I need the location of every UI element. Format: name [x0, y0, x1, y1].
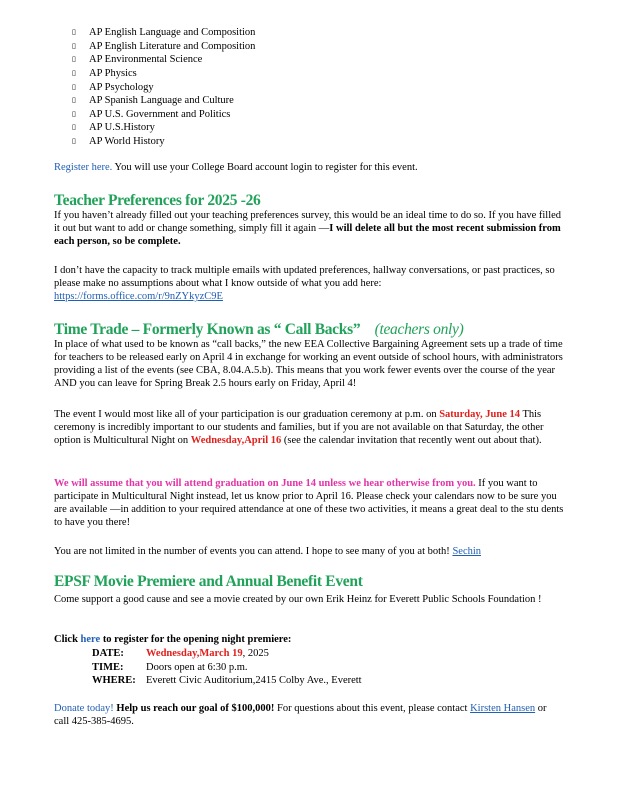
bullet-icon: ▯	[72, 28, 76, 37]
bullet-icon: ▯	[72, 123, 76, 132]
epsf-heading: EPSF Movie Premiere and Annual Benefit Event	[54, 573, 363, 590]
bullet-icon: ▯	[72, 69, 76, 78]
premiere-register-link[interactable]: here	[80, 634, 101, 645]
list-item: ▯ AP World History	[72, 136, 165, 148]
preferences-form-link[interactable]: https://forms.office.com/r/9nZYkyzC9E	[54, 291, 223, 302]
donate-paragraph: Donate today! Help us reach our goal of $100,000! For questions about this event, please contact Kirsten Hansen or call 425-385-4695.	[54, 703, 547, 727]
graduation-paragraph: The event I would most like all of your participation is our graduation ceremony at p.m. on Saturday, June 14 This ceremony is incredibly important to our students and families, but if you are not available on that Saturday, the other option is Multicultural Night on Wednesday,April 16 (see the calendar invitation that recently went out about that).	[54, 409, 544, 446]
list-item: ▯ AP Physics	[72, 68, 137, 80]
register-line: Register here. You will use your College Board account login to register for this event.	[54, 162, 418, 173]
event-time-row: TIME: Doors open at 6:30 p.m.	[92, 661, 248, 673]
attendance-paragraph: We will assume that you will attend graduation on June 14 unless we hear otherwise from you. If you want to participate in Multicultural Night instead, let us know prior to April 16. Please check your calendars now to be sure you are available —in addition to your required attendance at one of these two activities, it means a great deal to the stu dents to have you there!	[54, 478, 564, 528]
events-line: You are not limited in the number of events you can attend. I hope to see many of you at both! Sechin	[54, 546, 482, 557]
teacher-preferences-note: I don’t have the capacity to track multiple emails with updated preferences, hallway conversations, or past practices, so please make no assumptions about what I know outside of what you add here: https://forms.office.com/r/9nZYkyzC9E	[54, 265, 555, 302]
bullet-icon: ▯	[72, 137, 76, 146]
teacher-preferences-heading: Teacher Preferences for 2025 -26	[54, 192, 261, 209]
register-premiere-line: Click here to register for the opening night premiere:	[54, 634, 292, 645]
event-details	[92, 647, 362, 688]
bullet-icon: ▯	[72, 82, 76, 91]
time-trade-paragraph: In place of what used to be known as “call backs,” the new EEA Collective Bargaining Agreement sets up a trade of time for teachers to be released early on April 4 in exchange for working an event outside of school hours, with administrators providing a list of the events (see CBA, 8.04.A.5.b). This means that you work fewer events over the course of the year AND you can leave for Spring Break 2.5 hours early on Friday, April 4!	[54, 339, 563, 389]
kirsten-hansen-link[interactable]: Kirsten Hansen	[470, 703, 536, 714]
attendance-assumption: We will assume that you will attend graduation on June 14 unless we hear otherwise from you.	[54, 478, 476, 489]
list-item: ▯ AP English Language and Composition	[72, 27, 256, 39]
register-here-link[interactable]: Register here.	[54, 162, 113, 173]
ap-course-list	[72, 26, 255, 148]
bullet-icon: ▯	[72, 41, 76, 50]
donate-link[interactable]: Donate today!	[54, 703, 114, 714]
list-item: ▯ AP U.S.History	[72, 122, 155, 134]
bullet-icon: ▯	[72, 55, 76, 64]
event-date-row: DATE: Wednesday,March 19, 2025	[92, 648, 269, 659]
list-item: ▯ AP Spanish Language and Culture	[72, 95, 234, 107]
list-item: ▯ AP English Literature and Composition	[72, 40, 256, 52]
graduation-date: Saturday, June 14	[439, 409, 521, 420]
multicultural-night-date: Wednesday,April 16	[190, 435, 282, 446]
teacher-preferences-paragraph: If you haven’t already filled out your teaching preferences survey, this would be an ideal time to do so. If you have filled it out but want to add or change something, simply fill it again —I will delete all but the most recent submission from each person, so be complete.	[54, 210, 562, 247]
teachers-only-note: (teachers only)	[374, 321, 464, 338]
list-item: ▯ AP U.S. Government and Politics	[72, 108, 231, 120]
event-location-row: WHERE: Everett Civic Auditorium,2415 Colby Ave., Everett	[92, 675, 362, 686]
sechin-link[interactable]: Sechin	[452, 546, 482, 557]
list-item: ▯ AP Environmental Science	[72, 54, 203, 66]
list-item: ▯ AP Psychology	[72, 81, 154, 93]
bullet-icon: ▯	[72, 109, 76, 118]
bullet-icon: ▯	[72, 96, 76, 105]
time-trade-heading: Time Trade – Formerly Known as “ Call Backs” (teachers only)	[54, 321, 464, 338]
epsf-paragraph: Come support a good cause and see a movie created by our own Erik Heinz for Everett Public Schools Foundation !	[54, 594, 542, 605]
